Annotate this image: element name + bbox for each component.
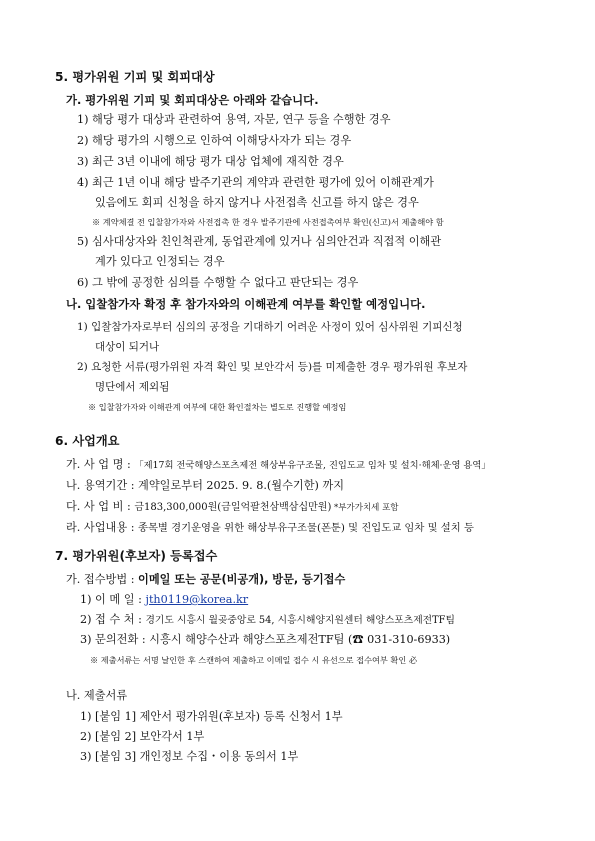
method-label: 가. 접수방법 :	[66, 573, 139, 586]
list-item: 4) 최근 1년 이내 해당 발주기관의 계약과 관련한 평가에 있어 이해관계가	[77, 176, 434, 189]
section-6-title: 6. 사업개요	[55, 434, 120, 448]
overview-value: 계약일로부터 2025. 9. 8.(월수기한) 까지	[138, 479, 345, 492]
section-5b-title: 나. 입찰참가자 확정 후 참가자와의 이해관계 여부를 확인할 예정입니다.	[66, 297, 426, 311]
overview-value: 종목별 경기운영을 위한 해상부유구조물(폰툰) 및 진입도교 임차 및 설치 등	[138, 522, 474, 534]
docs-title: 나. 제출서류	[66, 689, 128, 702]
list-item: 1) 입찰참가자로부터 심의의 공정을 기대하기 어려운 사정이 있어 심사위원 기피신청	[77, 321, 463, 333]
contact-value: 시흥시 해양수산과 해양스포츠제전TF팀 (☎ 031-310-6933)	[149, 633, 451, 646]
list-item: 3) 최근 3년 이내에 해당 평가 대상 업체에 재직한 경우	[77, 155, 344, 168]
contact-row	[80, 633, 450, 647]
overview-label: 가. 사 업 명 :	[66, 458, 135, 471]
note: ※ 계약체결 전 입찰참가자와 사전접촉 한 경우 발주기관에 사전접촉여부 확인(신고)서 제출해야 함	[92, 217, 444, 227]
contact-row	[80, 613, 455, 628]
list-item-continued: 계가 있다고 인정되는 경우	[95, 255, 225, 268]
overview-row	[66, 479, 344, 493]
overview-label: 나. 용역기간 :	[66, 479, 139, 492]
contact-label: 3) 문의전화 :	[80, 633, 150, 646]
list-item-continued: 명단에서 제외됨	[95, 381, 170, 393]
list-item: 2) [붙임 2] 보안각서 1부	[80, 730, 205, 743]
section-5a-title: 가. 평가위원 기피 및 회피대상은 아래와 같습니다.	[66, 93, 319, 107]
contact-label: 2) 접 수 처 :	[80, 613, 146, 626]
list-item: 1) 해당 평가 대상과 관련하여 용역, 자문, 연구 등을 수행한 경우	[77, 113, 391, 126]
contact-value: 경기도 시흥시 월곶중앙로 54, 시흥시해양지원센터 해양스포츠제전TF팀	[145, 615, 455, 626]
list-item-continued: 있음에도 회피 신청을 하지 않거나 사전접촉 신고를 하지 않은 경우	[95, 196, 419, 209]
method-value: 이메일 또는 공문(비공개), 방문, 등기접수	[138, 573, 346, 586]
overview-label: 다. 사 업 비 :	[66, 500, 135, 513]
contact-row	[80, 593, 248, 607]
list-item-continued: 대상이 되거나	[95, 341, 160, 353]
overview-value: 「제17회 전국해양스포츠제전 해상부유구조물, 진입도교 임차 및 설치·해체·운영 용역」	[134, 460, 491, 471]
list-item: 1) [붙임 1] 제안서 평가위원(후보자) 등록 신청서 1부	[80, 710, 343, 723]
method-row	[66, 573, 345, 587]
overview-extra: *부가가치세 포함	[331, 503, 399, 513]
list-item: 6) 그 밖에 공정한 심의를 수행할 수 없다고 판단되는 경우	[77, 276, 359, 289]
list-item: 2) 요청한 서류(평가위원 자격 확인 및 보안각서 등)를 미제출한 경우 평가위원 후보자	[77, 361, 468, 373]
list-item: 5) 심사대상자와 친인척관계, 동업관계에 있거나 심의안건과 직접적 이해관	[77, 235, 442, 248]
email-link[interactable]: jth0119@korea.kr	[145, 593, 249, 606]
overview-row	[66, 500, 399, 515]
section-7-title: 7. 평가위원(후보자) 등록접수	[55, 549, 218, 563]
section-5-title: 5. 평가위원 기피 및 회피대상	[55, 70, 215, 84]
note: ※ 입찰참가자와 이해관계 여부에 대한 확인절차는 별도로 진행할 예정임	[88, 402, 347, 412]
list-item: 2) 해당 평가의 시행으로 인하여 이해당사자가 되는 경우	[77, 134, 352, 147]
overview-label: 라. 사업내용 :	[66, 521, 139, 534]
list-item: 3) [붙임 3] 개인정보 수집・이용 동의서 1부	[80, 750, 299, 763]
overview-value: 금183,300,000원(금일억팔천삼백삼십만원)	[134, 502, 332, 513]
overview-row	[66, 458, 491, 473]
note: ※ 제출서류는 서명 날인한 후 스캔하여 제출하고 이메일 접수 시 유선으로 접수여부 확인 必	[90, 655, 418, 665]
overview-row	[66, 521, 474, 535]
contact-label: 1) 이 메 일 :	[80, 593, 146, 606]
